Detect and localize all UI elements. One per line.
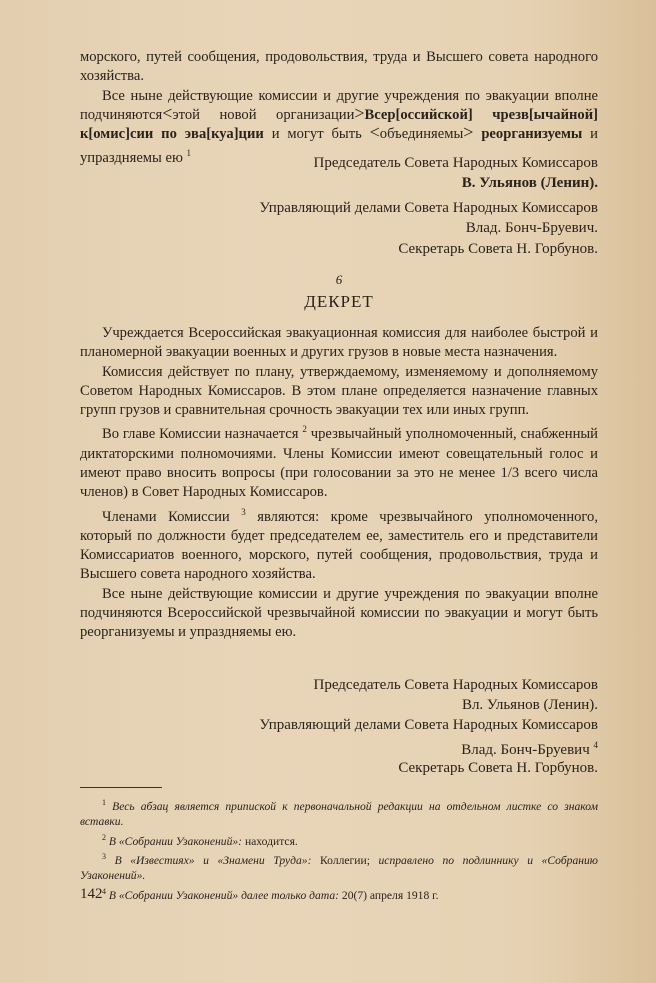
decree-paragraph-1: Учреждается Всероссийская эвакуационная комиссия для наиболее быстрой и планомерной эвакуации военных и других грузов в новые места назначения. (80, 325, 598, 361)
p2-text-e: объединяемы (379, 126, 464, 143)
p4-text-b: являются: кроме чрезвычайного уполномоченного, который по должности будет председателем ее, заместитель его и представители Комиссариатов военного, морского, путей сообщения, продовольствия, труда и Высшего совета народного хозяйства. (80, 508, 598, 583)
decree-paragraph-2: Комиссия действует по плану, утверждаемому, изменяемому и дополняемому Советом Народных Комиссаров. В этом плане определяется назначение главных групп грузов и сравнительная срочность эвакуации тех или иных групп. (80, 363, 598, 419)
footnote-3-number: 3 (102, 851, 106, 861)
p2-text-bold-2: реорганизуемы (481, 126, 583, 143)
insertion-mark-open-2: < (369, 122, 380, 143)
top-section (80, 48, 598, 169)
footnote-1-number: 1 (102, 798, 106, 807)
signature-2-title: Управляющий делами Совета Народных Комиссаров (259, 200, 598, 216)
footnote-2-italic: В «Собрании Узаконений»: (108, 834, 243, 848)
p3-text-c: всего числа членов) в Совет Народных Комиссаров. (80, 464, 598, 501)
decree-signature-2-title: Управляющий делами Совета Народных Комиссаров (259, 717, 598, 733)
decree-number: 6 (335, 272, 343, 287)
p2-text-bold: Всер[оссийской] чрезв[ычайной] к[омис]сии по эва[куа]ции (80, 106, 598, 143)
footnote-divider (80, 787, 162, 788)
footnote-ref-4: 4 (593, 739, 598, 750)
decree-signature-3: Секретарь Совета Н. Горбунов. (398, 760, 598, 776)
footnote-4-number: 4 (102, 886, 106, 896)
p4-text-a: Членами Комиссии (102, 508, 230, 525)
p3-text-a: Во главе Комиссии назначается (102, 426, 299, 443)
footnote-3 (80, 849, 598, 884)
decree-paragraph-3 (80, 420, 598, 502)
footnote-3-italic-1: В «Известиях» и «Знамени Труда»: (114, 853, 312, 867)
footnote-1 (80, 795, 598, 830)
footnote-2 (80, 830, 598, 849)
decree-signature-2-name-line (80, 736, 598, 761)
decree-signature-1-title: Председатель Совета Народных Комиссаров (313, 677, 598, 693)
footnote-ref-2: 2 (302, 424, 307, 435)
signature-block-1 (80, 154, 598, 193)
decree-signature-1-name: Вл. Ульянов (Ленин). (461, 696, 598, 713)
decree-signature-block-3 (80, 759, 598, 779)
p2-text-a: Все ныне действующие комиссии и другие учреждения по эвакуации вполне подчиняются (80, 87, 598, 123)
insertion-mark-open: < (162, 102, 173, 123)
signature-block-3 (80, 240, 598, 260)
p2-text-d: и могут быть (263, 126, 370, 143)
signature-1-name: В. Ульянов (Ленин). (461, 174, 598, 191)
decree-signature-block-2 (80, 716, 598, 760)
insertion-mark-close: > (354, 102, 365, 123)
footnote-2-text: находится. (244, 834, 298, 848)
footnote-ref-3: 3 (241, 506, 246, 517)
footnote-ref-1: 1 (186, 148, 192, 159)
footnote-4 (80, 884, 598, 903)
decree-signature-block-1 (80, 676, 598, 715)
p3-text-b: чрезвычайный уполномоченный, снабженный диктаторскими полномочиями. Члены Комиссии имеют совещательный голос и имеют право вносить вопросы (при голосовании за это не менее (80, 426, 598, 481)
decree-signature-2-name: Влад. Бонч-Бруевич (461, 741, 590, 758)
footnote-4-italic: В «Собрании Узаконений» далее только дата: (108, 888, 339, 902)
decree-title: ДЕКРЕТ (304, 292, 374, 311)
footnote-2-number: 2 (102, 832, 106, 842)
footnote-1-text: Весь абзац является припиской к первоначальной редакции на отдельном листке со знаком вставки. (80, 799, 599, 829)
footnote-3-text: Коллегии; (320, 853, 370, 867)
footnote-3-italic-2: исправлено по подлиннику и «Собранию Узаконений». (80, 853, 598, 883)
decree-paragraph-5: Все ныне действующие комиссии и другие учреждения по эвакуации вполне подчиняются Всероссийской чрезвычайной комиссии по эвакуации и могут быть реорганизуемы и упраздняемы ею. (80, 585, 598, 641)
footnotes (80, 795, 598, 903)
p2-text-g: и упраздняемы ею (80, 126, 598, 167)
signature-2-name: Влад. Бонч-Бруевич. (465, 219, 598, 236)
insertion-mark-close-2: > (463, 122, 474, 143)
decree-body (80, 324, 598, 642)
signature-3: Секретарь Совета Н. Горбунов. (398, 241, 598, 257)
page-number: 142 (80, 886, 103, 902)
footnote-4-text: 20(7) апреля 1918 г. (341, 888, 439, 902)
signature-1-title: Председатель Совета Народных Комиссаров (313, 155, 598, 171)
signature-block-2 (80, 199, 598, 238)
decree-paragraph-4 (80, 503, 598, 585)
p2-text-b: этой новой организации (172, 106, 355, 123)
fraction: 1/3 (500, 464, 520, 481)
top-paragraph-1: морского, путей сообщения, продовольствия, труда и Высшего совета народного хозяйства. (80, 49, 598, 85)
